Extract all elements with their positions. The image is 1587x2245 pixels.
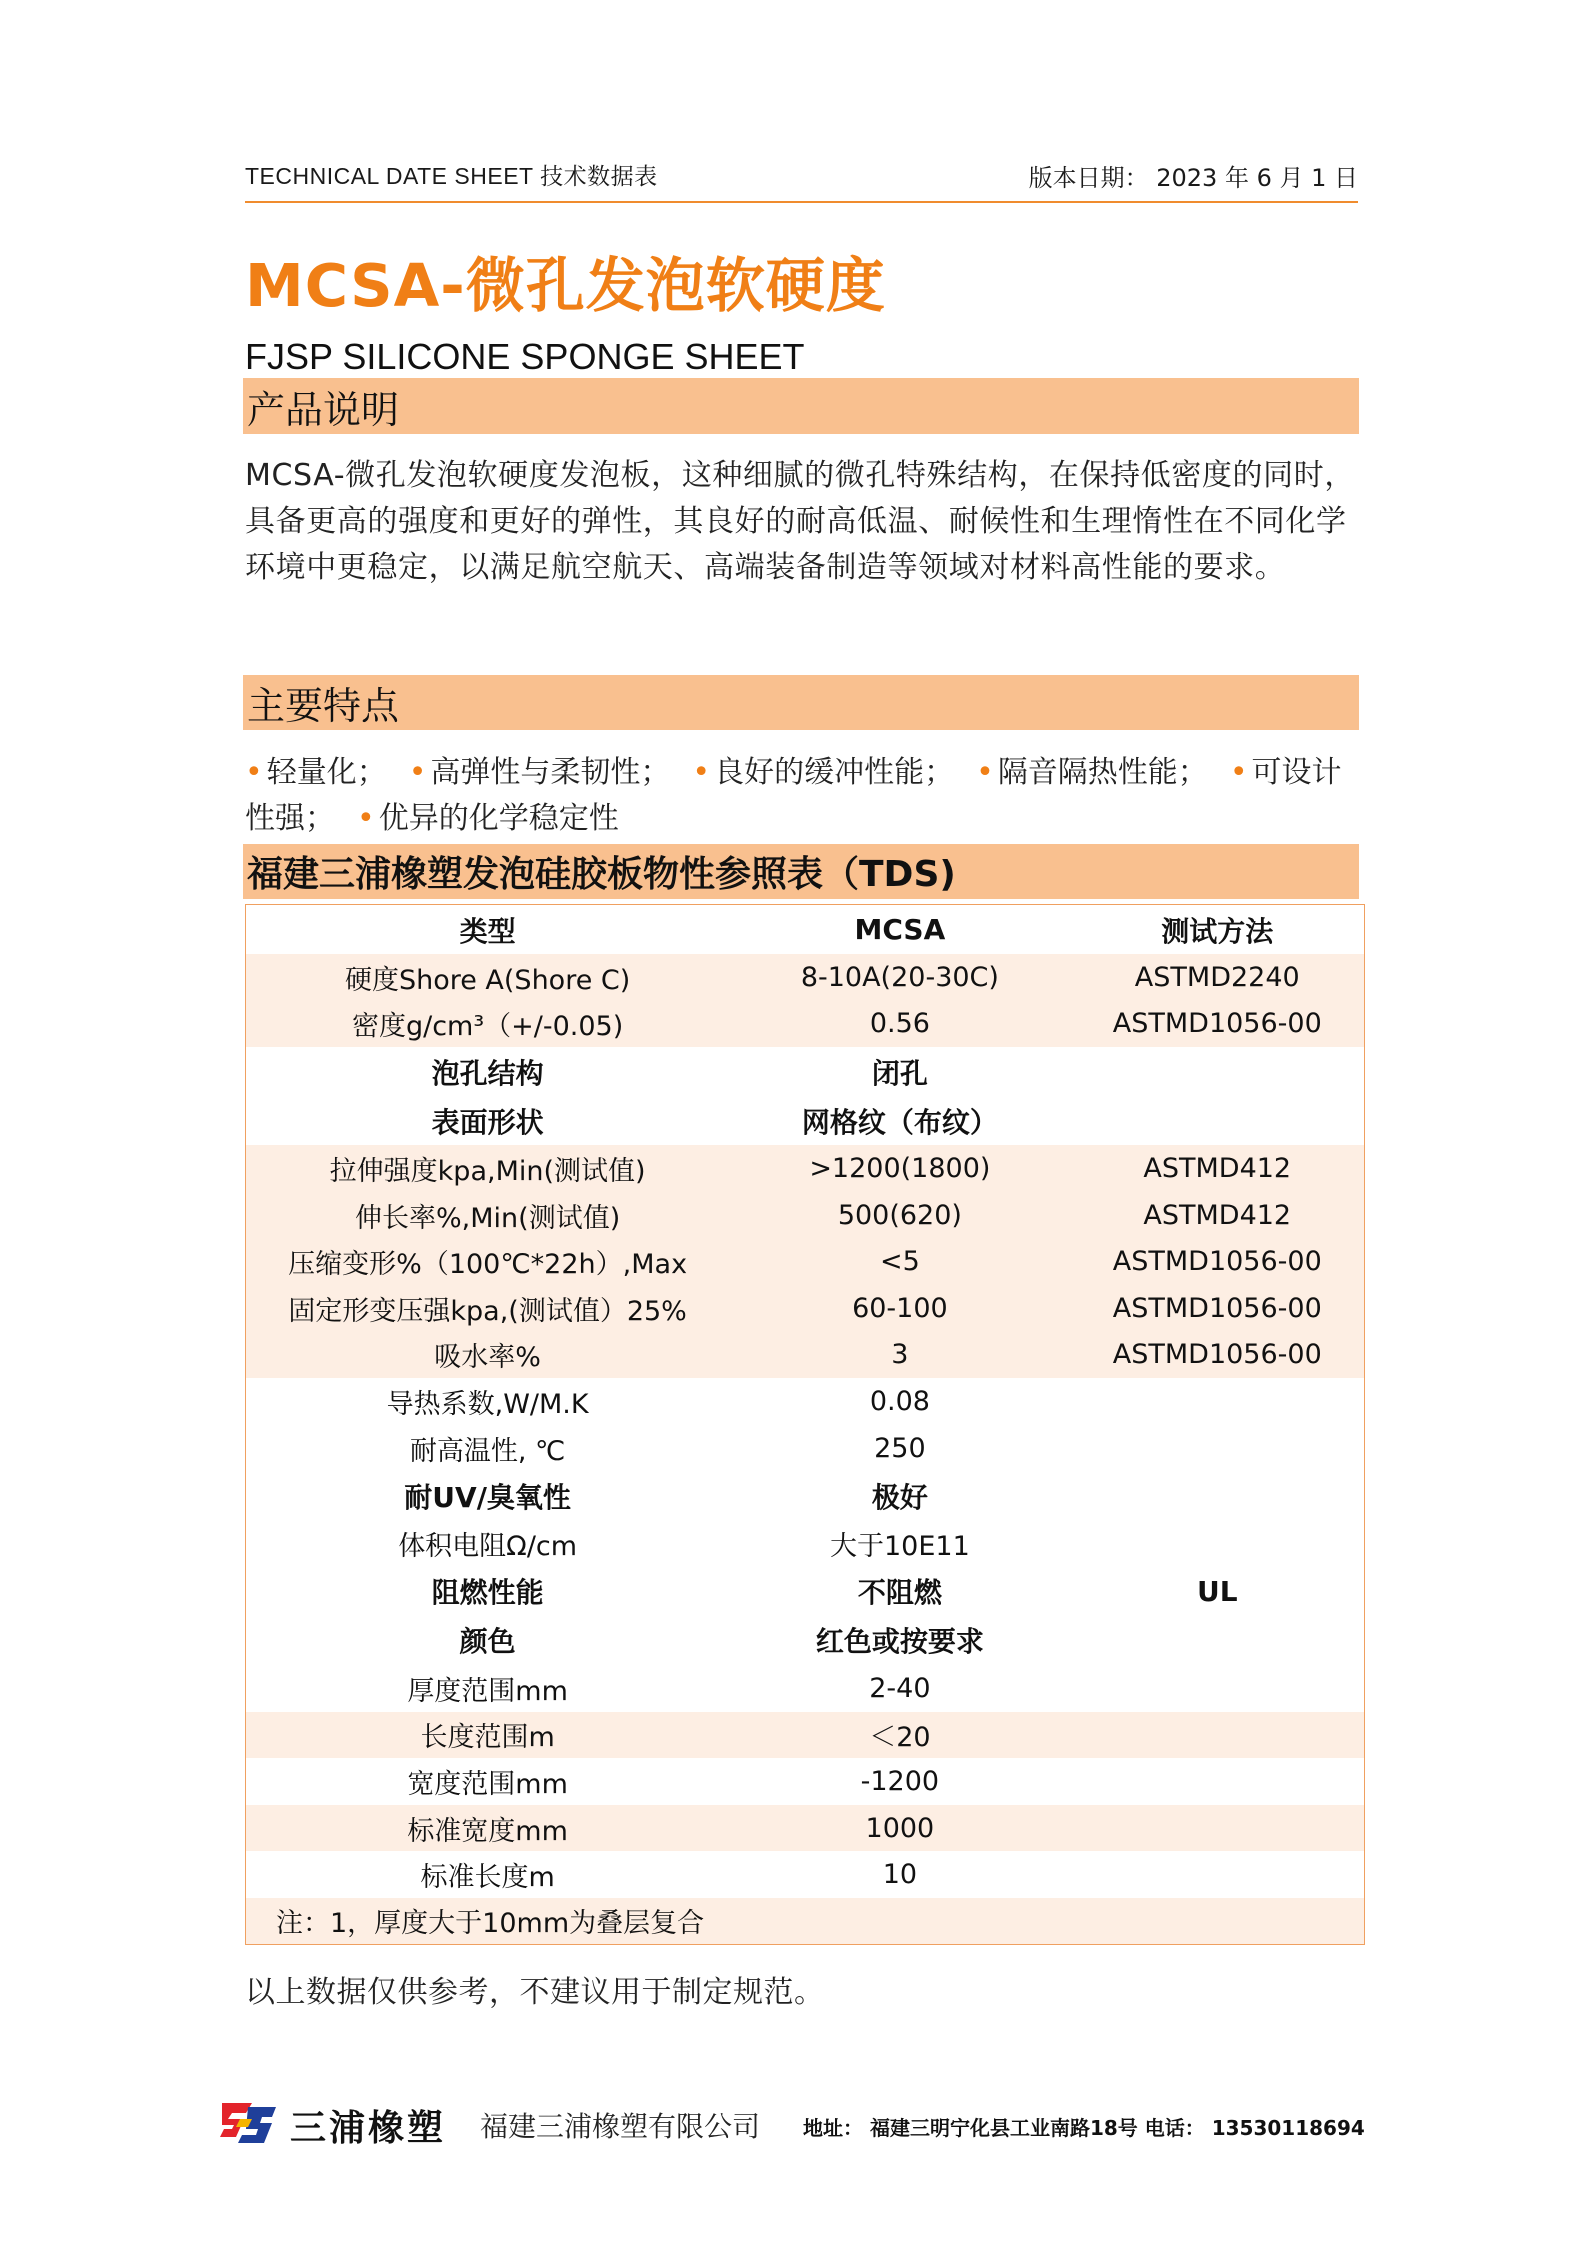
table-cell: 红色或按要求 — [815, 1625, 984, 1659]
bullet-icon: • — [692, 755, 711, 790]
table-header-cell: 类型 — [459, 914, 516, 948]
table-row — [246, 1665, 1365, 1712]
table-row — [246, 1378, 1365, 1425]
table-cell: UL — [1196, 1574, 1238, 1608]
table-cell — [1071, 1471, 1365, 1520]
section-heading-description-label: 产品说明 — [247, 387, 400, 432]
page-title: MCSA-微孔发泡软硬度 — [245, 251, 886, 320]
table-cell: >1200(1800) — [729, 1145, 1070, 1192]
table-cell — [1071, 1047, 1365, 1096]
table-cell: ASTMD1056-00 — [1071, 1001, 1365, 1048]
table-row — [246, 1758, 1365, 1805]
table-cell: 颜色 — [459, 1625, 516, 1659]
section-heading-features-label: 主要特点 — [247, 684, 400, 728]
table-cell — [1071, 1425, 1365, 1472]
table-cell: 导热系数,W/M.K — [386, 1388, 589, 1420]
tds-table — [245, 904, 1365, 1945]
table-cell: 1000 — [729, 1805, 1070, 1852]
header-divider — [245, 201, 1358, 203]
feature-item: • 优异的化学稳定性 — [357, 801, 619, 836]
table-row — [246, 1238, 1365, 1285]
table-cell: 宽度范围mm — [407, 1768, 568, 1800]
table-cell: 耐UV/臭氧性 — [404, 1480, 571, 1514]
feature-item: • 轻量化； — [245, 755, 387, 790]
section-heading-description — [243, 378, 1359, 434]
table-header-cell: MCSA — [854, 913, 946, 946]
table-row — [246, 1805, 1365, 1852]
bullet-icon: • — [357, 801, 375, 836]
table-cell — [1071, 1851, 1365, 1898]
table-cell: 2-40 — [869, 1672, 931, 1704]
table-cell — [1071, 1712, 1365, 1759]
table-cell: 标准宽度mm — [246, 1805, 730, 1852]
bullet-icon: • — [245, 755, 263, 790]
table-cell — [1071, 1805, 1365, 1852]
table-cell: 闭孔 — [871, 1056, 928, 1090]
bullet-icon: • — [408, 755, 427, 790]
section-heading-features — [243, 675, 1359, 730]
table-cell — [1071, 1616, 1365, 1665]
footer-address: 地址： 福建三明宁化县工业南路18号 电话： 13530118694 — [803, 2116, 1365, 2140]
table-cell: 8-10A(20-30C) — [729, 954, 1070, 1001]
table-row — [246, 1712, 1365, 1759]
table-cell: 泡孔结构 — [431, 1056, 544, 1090]
feature-item: • 良好的缓冲性能； — [692, 755, 955, 790]
table-row — [246, 1096, 1365, 1145]
table-row — [246, 1285, 1365, 1332]
header-version-date: 版本日期： 2023 年 6 月 1 日 — [1028, 164, 1358, 192]
logo-wordmark: 三浦橡塑 — [290, 2108, 447, 2149]
table-cell: 极好 — [871, 1480, 928, 1514]
table-row — [246, 1471, 1365, 1520]
table-note-row — [246, 1898, 1365, 1945]
table-cell: 拉伸强度kpa,Min(测试值) — [246, 1145, 730, 1192]
table-cell: 3 — [729, 1332, 1070, 1379]
bullet-icon: • — [976, 755, 994, 790]
description-paragraph: MCSA-微孔发泡软硬度发泡板，这种细腻的微孔特殊结构，在保持低密度的同时，具备更高的强度和更好的弹性，其良好的耐高低温、耐候性和生理惰性在不同化学环境中更稳定，以满足航空航天、高端装备制造等领域对材料高性能的要求。 — [245, 458, 1355, 585]
page-subtitle: FJSP SILICONE SPONGE SHEET — [245, 336, 805, 377]
table-row — [246, 1851, 1365, 1898]
table-note: 注：1，厚度大于10mm为叠层复合 — [246, 1898, 1365, 1945]
table-cell: 大于10E11 — [829, 1531, 970, 1563]
table-row — [246, 1520, 1365, 1567]
table-row — [246, 1425, 1365, 1472]
table-cell: ＜20 — [729, 1712, 1070, 1759]
table-cell: ASTMD1056-00 — [1071, 1285, 1365, 1332]
feature-item: • 可设计性强； — [245, 755, 1342, 836]
section-heading-tds-label: 福建三浦橡塑发泡硅胶板物性参照表（TDS) — [247, 854, 956, 895]
table-cell: 网格纹（布纹） — [801, 1105, 998, 1139]
table-cell: 0.08 — [869, 1385, 930, 1417]
table-header-cell: 测试方法 — [1161, 914, 1274, 948]
table-row — [246, 1192, 1365, 1239]
table-header-row — [246, 905, 1365, 955]
table-row — [246, 1047, 1365, 1096]
table-cell: ASTMD412 — [1071, 1145, 1365, 1192]
table-cell — [1071, 1096, 1365, 1145]
table-cell — [1071, 1665, 1365, 1712]
table-cell: 压缩变形%（100℃*22h）,Max — [246, 1238, 730, 1285]
table-row — [246, 1332, 1365, 1379]
table-row — [246, 1001, 1365, 1048]
table-cell: 伸长率%,Min(测试值) — [246, 1192, 730, 1239]
feature-item: • 隔音隔热性能； — [976, 755, 1208, 790]
table-cell: 10 — [882, 1859, 918, 1891]
table-cell: 500(620) — [729, 1192, 1070, 1239]
table-cell: 60-100 — [729, 1285, 1070, 1332]
table-cell: -1200 — [860, 1765, 940, 1797]
table-cell: 阻燃性能 — [431, 1576, 544, 1610]
table-cell: ASTMD1056-00 — [1071, 1238, 1365, 1285]
section-heading-tds — [243, 844, 1359, 899]
table-cell: 厚度范围mm — [407, 1675, 568, 1707]
table-cell: 密度g/cm³（+/-0.05) — [246, 1001, 730, 1048]
table-cell: ASTMD412 — [1071, 1192, 1365, 1239]
table-cell: 不阻燃 — [857, 1576, 942, 1610]
table-cell: 体积电阻Ω/cm — [398, 1531, 578, 1563]
table-cell: ASTMD1056-00 — [1071, 1332, 1365, 1379]
table-cell: 标准长度m — [420, 1862, 555, 1894]
disclaimer-text: 以上数据仅供参考，不建议用于制定规范。 — [245, 1975, 825, 2010]
table-row — [246, 954, 1365, 1001]
table-cell: ASTMD2240 — [1071, 954, 1365, 1001]
table-cell — [1071, 1520, 1365, 1567]
table-cell: 表面形状 — [431, 1105, 544, 1139]
table-cell — [1071, 1758, 1365, 1805]
table-cell: 耐高温性, ℃ — [409, 1435, 566, 1467]
table-cell: 长度范围m — [246, 1712, 730, 1759]
table-cell — [1071, 1378, 1365, 1425]
table-cell: 硬度Shore A(Shore C) — [246, 954, 730, 1001]
header-doc-type: TECHNICAL DATE SHEET 技术数据表 — [245, 163, 658, 189]
table-cell: <5 — [729, 1238, 1070, 1285]
table-row — [246, 1616, 1365, 1665]
feature-list — [245, 750, 1360, 842]
bullet-icon: • — [1229, 755, 1248, 790]
table-cell: 吸水率% — [246, 1332, 730, 1379]
table-row — [246, 1567, 1365, 1616]
feature-item: • 高弹性与柔韧性； — [408, 755, 671, 790]
footer-company-name: 福建三浦橡塑有限公司 — [480, 2110, 761, 2143]
company-logo-icon — [218, 2097, 280, 2149]
table-row — [246, 1145, 1365, 1192]
table-cell: 0.56 — [729, 1001, 1070, 1048]
table-cell: 250 — [874, 1432, 926, 1464]
table-cell: 固定形变压强kpa,(测试值）25% — [246, 1285, 730, 1332]
